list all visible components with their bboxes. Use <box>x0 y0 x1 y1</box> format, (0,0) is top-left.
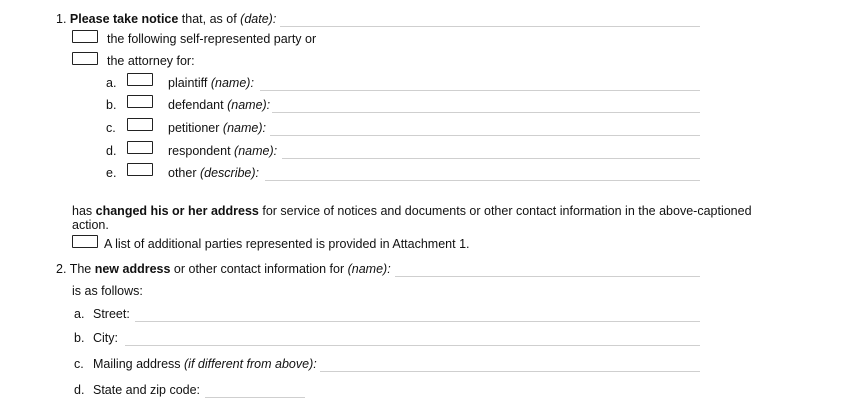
state-zip-field[interactable] <box>205 397 305 398</box>
option-letter: c. <box>106 121 116 135</box>
field-letter: b. <box>74 331 85 345</box>
respondent-checkbox[interactable] <box>127 141 153 154</box>
mailing-address-label: Mailing address (if different from above): <box>93 357 317 371</box>
item1-heading <box>56 12 276 27</box>
field-letter: d. <box>74 383 85 397</box>
item2-heading: 2. The new address or other contact information for (name): <box>56 262 391 276</box>
as-follows-label: is as follows: <box>72 284 143 298</box>
city-label: City: <box>93 331 118 345</box>
item1-bold-text: Please take notice <box>69 12 179 26</box>
field-letter: c. <box>74 357 84 371</box>
attachment-checkbox[interactable] <box>72 235 98 248</box>
city-field[interactable] <box>125 345 700 346</box>
attorney-label: the attorney for: <box>107 54 195 68</box>
other-label: other (describe): <box>168 166 260 180</box>
defendant-label: defendant (name): <box>168 98 271 112</box>
option-letter: e. <box>106 166 117 180</box>
item2-bold-text: new address <box>94 262 171 276</box>
option-letter: a. <box>106 76 117 90</box>
field-letter: a. <box>74 307 85 321</box>
respondent-name-field[interactable] <box>282 158 700 159</box>
self-represented-label: the following self-represented party or <box>107 32 317 46</box>
item2-number: 2. <box>56 262 67 276</box>
other-checkbox[interactable] <box>127 163 153 176</box>
petitioner-name-field[interactable] <box>270 135 700 136</box>
item1-number: 1. <box>56 12 67 26</box>
plaintiff-name-field[interactable] <box>260 90 700 91</box>
defendant-name-field[interactable] <box>272 112 700 113</box>
changed-address-text-line2: action. <box>72 218 109 232</box>
petitioner-checkbox[interactable] <box>127 118 153 131</box>
changed-address-text: has changed his or her address for service of notices and documents or other contact information in the above-captioned <box>72 204 752 218</box>
option-letter: d. <box>106 144 117 158</box>
respondent-label: respondent (name): <box>168 144 278 158</box>
plaintiff-label: plaintiff (name): <box>168 76 254 90</box>
item1-date-label: (date): <box>240 12 277 26</box>
defendant-checkbox[interactable] <box>127 95 153 108</box>
street-field[interactable] <box>135 321 700 322</box>
item1-text: that, as of <box>178 12 241 26</box>
new-contact-name-field[interactable] <box>395 276 700 277</box>
state-zip-label: State and zip code: <box>93 383 201 397</box>
attachment-label: A list of additional parties represented is provided in Attachment 1. <box>104 237 470 251</box>
date-field[interactable] <box>280 26 700 27</box>
street-label: Street: <box>93 307 130 321</box>
other-describe-field[interactable] <box>265 180 700 181</box>
attorney-checkbox[interactable] <box>72 52 98 65</box>
item2-name-hint: (name): <box>347 262 391 276</box>
plaintiff-checkbox[interactable] <box>127 73 153 86</box>
option-letter: b. <box>106 98 117 112</box>
petitioner-label: petitioner (name): <box>168 121 266 135</box>
mailing-address-field[interactable] <box>320 371 700 372</box>
self-represented-checkbox[interactable] <box>72 30 98 43</box>
